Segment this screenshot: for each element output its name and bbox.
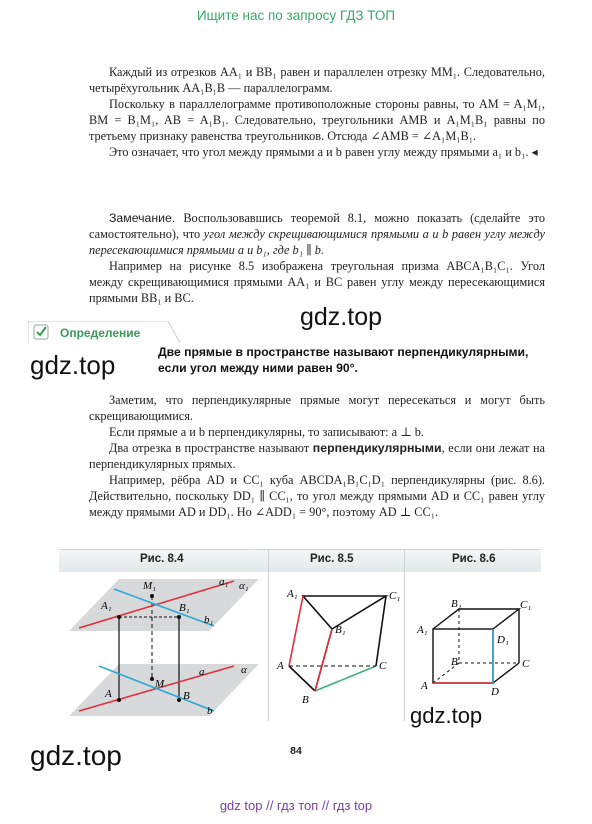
label-A: A <box>421 680 428 692</box>
figure-8-5 <box>269 571 404 721</box>
watermark: gdz.top <box>30 350 116 380</box>
paragraph-7-start: Два отрезка в пространстве называют <box>109 441 313 455</box>
label-B1: B₁ <box>179 602 190 614</box>
paragraph-3: Это означает, что угол между прямыми a и b равен углу между прямыми a₁ и b₁. ◂ <box>109 145 538 159</box>
remark-text: Воспользовавшись теоремой 8.1, можно показать (сделайте это самостоятельно), что <box>89 211 545 241</box>
watermark: gdz.top <box>410 703 483 728</box>
paragraph-6: Если прямые a и b перпендикулярны, то записывают: a ⊥ b. <box>109 425 424 439</box>
label-M1: M₁ <box>143 580 156 592</box>
remark-label: Замечание. <box>109 211 176 225</box>
figure-8-4-title: Рис. 8.4 <box>140 553 184 565</box>
edge-AB <box>289 666 315 691</box>
paragraph-7-end: , если они лежат на перпендикулярных прямых. <box>89 441 545 471</box>
label-C1: C₁ <box>520 599 532 611</box>
edge-BC <box>315 666 376 691</box>
label-a: a <box>199 666 205 678</box>
label-D: D <box>491 686 499 698</box>
paragraph-1: Каждый из отрезков AA₁ и BB₁ равен и параллелен отрезку MM₁. Следовательно, четырёхугольник AA₁B₁B — параллелограмм. <box>89 65 545 95</box>
watermark: gdz.top <box>300 303 383 331</box>
label-B: B <box>451 656 458 668</box>
figure-8-5-title: Рис. 8.5 <box>310 553 354 565</box>
bottom-banner[interactable]: gdz top // гдз топ // гдз top <box>219 798 373 813</box>
watermark: gdz.top <box>30 740 122 771</box>
cube-top-face <box>433 609 519 629</box>
label-A1: A₁ <box>287 588 298 600</box>
paragraph-5: Заметим, что перпендикулярные прямые могут пересекаться и могут быть скрещивающимися. <box>89 393 545 423</box>
edge-AA1 <box>289 596 303 666</box>
remark-paragraph <box>89 210 545 258</box>
edge-CC1 <box>376 596 386 666</box>
label-B: B <box>183 690 190 702</box>
label-B1: B₁ <box>335 624 346 636</box>
paragraph-2: Поскольку в параллелограмме противоположные стороны равны, то AM = A₁M₁, BM = B₁M₁, AB = A₁B₁. Следовательно, треугольники AMB и A₁M₁B₁ равны по третьему признаку равенства треугольников. Отсюда ∠AMB = ∠A₁M₁B₁. <box>89 97 545 143</box>
page-number: 84 <box>290 745 302 757</box>
paragraph-8: Например, рёбра AD и CC₁ куба ABCDA₁B₁C₁D₁ перпендикулярны (рис. 8.6). Действительно, поскольку DD₁ ∥ CC₁, то угол между прямыми AD и CC₁ равен углу между прямыми AD и DD₁. Но ∠ADD₁ = 90°, поэтому AD ⊥ CC₁. <box>89 473 545 519</box>
edge-BB1-red <box>315 629 332 691</box>
label-A1: A₁ <box>417 624 428 636</box>
label-alpha1: α₁ <box>239 580 249 592</box>
label-C: C <box>379 660 387 672</box>
label-alpha: α <box>241 664 247 676</box>
top-banner[interactable]: Ищите нас по запросу ГДЗ ТОП <box>196 8 396 23</box>
label-A: A <box>105 688 112 700</box>
text-block-top <box>89 64 545 160</box>
label-C: C <box>522 658 530 670</box>
label-D1: D₁ <box>497 634 509 646</box>
label-C1: C₁ <box>389 590 401 602</box>
label-a1: a₁ <box>219 576 229 588</box>
paragraph-4: Например на рисунке 8.5 изображена треугольная призма ABCA₁B₁C₁. Угол между скрещивающимися прямыми AA₁ и BC равен углу между пересекающимися прямыми BB₁ и BC. <box>89 259 545 305</box>
label-b: b <box>207 705 213 717</box>
plane-alpha <box>69 664 259 716</box>
cube-front-face <box>433 629 493 683</box>
figure-8-6-title: Рис. 8.6 <box>452 553 496 565</box>
label-b1: b₁ <box>204 614 214 626</box>
label-A1: A₁ <box>101 600 112 612</box>
label-B: B <box>302 694 309 706</box>
text-block-bottom <box>89 392 545 520</box>
cube-edge-CD <box>493 663 519 683</box>
figure-8-6 <box>405 571 541 721</box>
paragraph-7 <box>89 440 545 472</box>
label-A: A <box>277 660 284 672</box>
label-B1: B₁ <box>451 598 462 610</box>
definition-text: Две прямые в пространстве называют перпендикулярными, если угол между ними равен 90°. <box>158 345 529 375</box>
paragraph-7-bold: перпендикулярными <box>312 441 442 455</box>
definition-label: Определение <box>60 326 141 340</box>
remark-italic: угол между скрещивающимися прямыми a и b равен углу между пересекающимися прямыми a и b₁, где b₁ ∥ b. <box>89 227 545 257</box>
figure-8-4 <box>59 571 268 721</box>
label-M: M <box>155 678 165 690</box>
text-block-remark <box>89 210 545 306</box>
